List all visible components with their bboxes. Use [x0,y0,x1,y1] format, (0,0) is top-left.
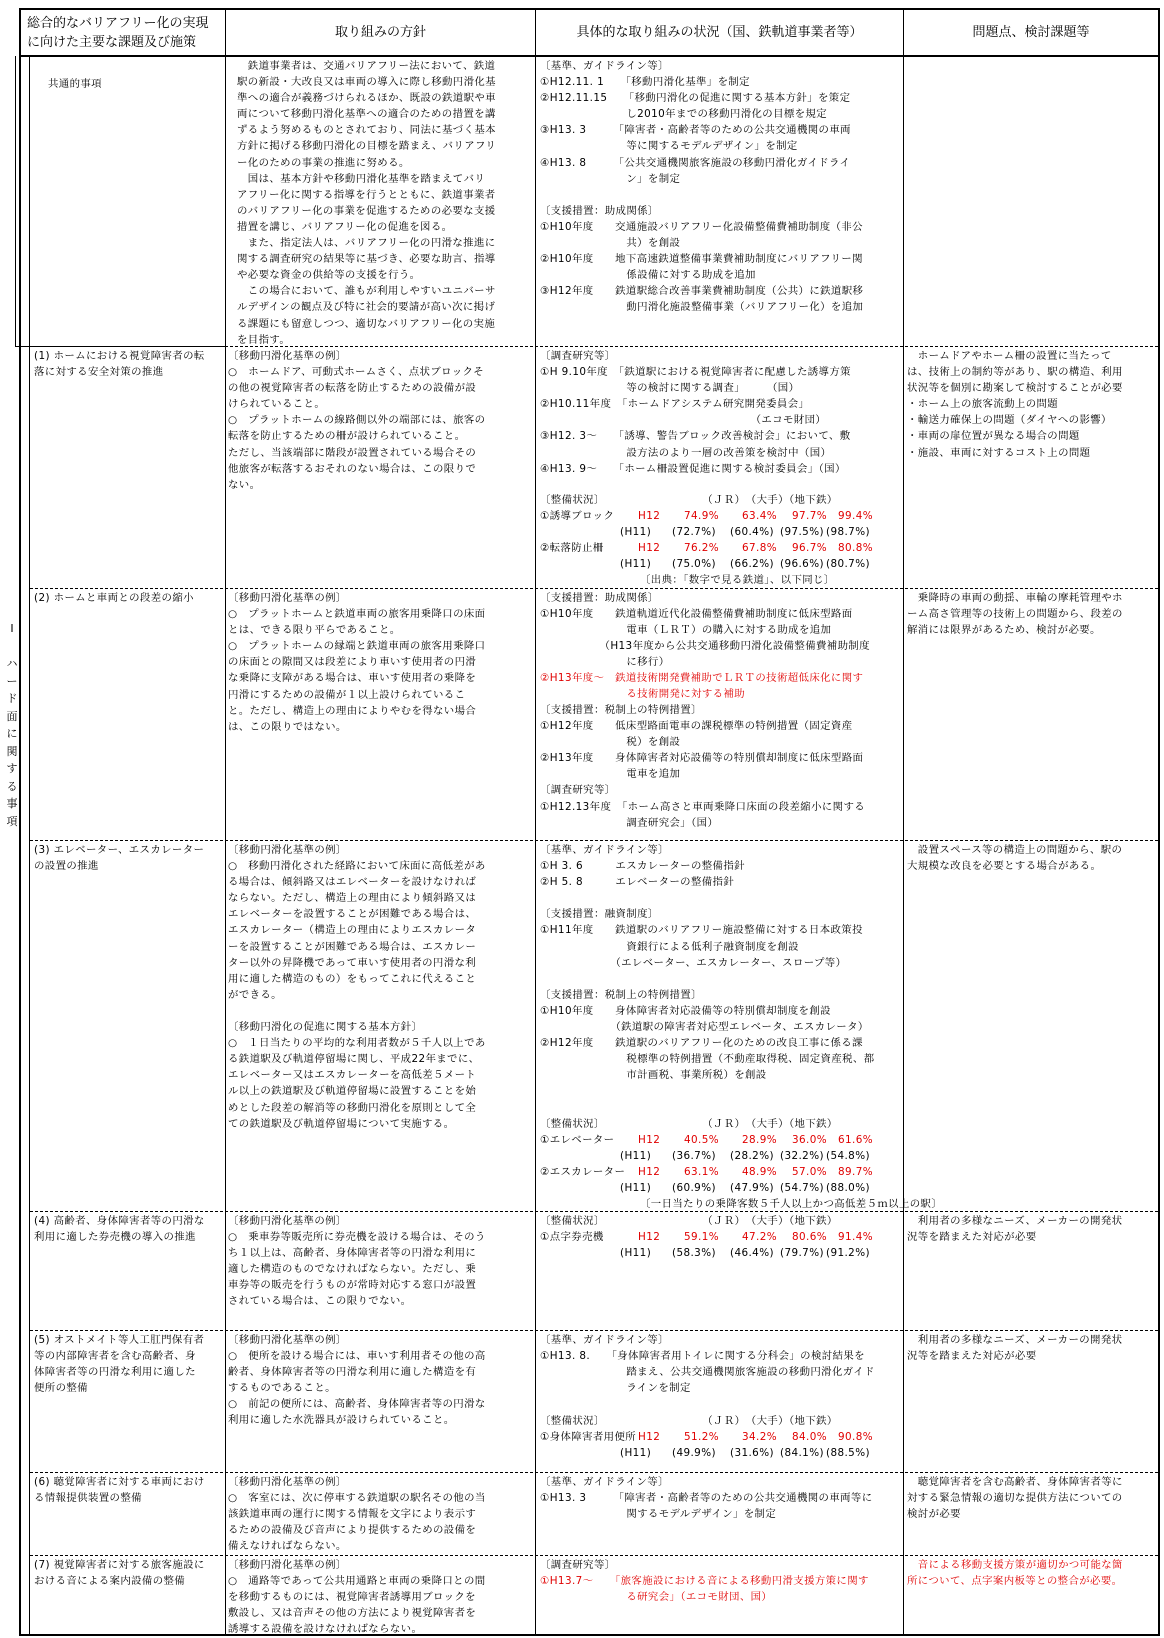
stats-prev-value: (47.9%) [730,1182,774,1194]
stats-value: 84.0% [792,1431,828,1443]
section-column-line [29,56,30,1636]
stats-value: 96.7% [792,542,828,554]
row-status-2a: 〔支援措置：助成関係〕 ①H10年度 鉄道軌道近代化設備整備費補助制度に低床型路面 電車（ＬＲＴ）の購入に対する助成を追加 （H13年度から公共交通移動円滑化設備整備費補助制度 に移行） [540,592,870,669]
stats-table-3 [540,1116,943,1210]
stats-header: 〔整備状況〕 （ＪＲ） （大手）（地下鉄） [540,1118,838,1130]
row-title-common: 共通的事項 [48,78,102,90]
stats-prev-year: (H11) [620,558,652,570]
row-title-3: (3) エレベーター、エスカレーター の設置の推進 [34,844,205,873]
row-separator [30,1555,1158,1556]
common-row-left-line [15,56,16,346]
row-issues-3: 設置スペース等の構造上の問題から、駅の 大規模な改良を必要とする場合がある。 [907,844,1123,873]
section-label-char: に [6,727,18,740]
row-issues-1: ホームドアやホーム柵の設置に当たって は、技術上の制約等があり、駅の構造、利用 状況等を個別に勘案して検討することが必要 ・ホーム上の旅客流動上の問題 ・輸送力確保上の問題（ダイヤへの影響） ・車両の扉位置が異なる場合の問題 ・施設、車両に対するコスト上の問題 [907,350,1123,459]
row-status-3: 〔基準、ガイドライン等〕 ①H 3. 6 エスカレーターの整備指針 ②H 5. 8 エレベーターの整備指針 〔支援措置：融資制度〕 ①H11年度 鉄道駅のバリアフリー施設整備に対する日本政策投 資銀行による低利子融資制度を創設 （エレベーター、エスカレーター、スロープ等） 〔支援措置：税制上の特例措置〕 ①H10年度 身体障害者対応設備等の特別償却制度を創設 （鉄道駅の障害者対応型エレベータ、エスカレータ） ②H12年度 鉄道駅のバリアフリー化のための改良工事に係る課 税標準の特例措置（不動産取得税、固定資産税、都 市計画税、事業所税）を創設 [540,844,875,1082]
column-line-2 [535,8,536,1636]
stats-prev-value: (97.5%) [780,526,824,538]
stats-value: 90.8% [838,1431,874,1443]
stats-row-label: ②エスカレーター [540,1166,626,1178]
row-status-1: 〔調査研究等〕 ①H 9.10年度 「鉄道駅における視覚障害者に配慮した誘導方策 等の検討に関する調査」 （国） ②H10.11年度 「ホームドアシステム研究開発委員会」 （エコモ財団） ③H12. 3～ 「誘導、警告ブロック改善検討会」において、敷 設方法のより一層の改善策を検討中（国） ④H13. 9～ 「ホーム柵設置促進に関する検討委員会」（国） [540,350,851,475]
stats-prev-value: (46.4%) [730,1247,774,1259]
section-label [4,620,20,830]
stats-prev-value: (54.8%) [826,1150,870,1162]
stats-note: 〔一日当たりの乗降客数５千人以上かつ高低差５ｍ以上の駅〕 [640,1198,943,1210]
row-issues-6: 聴覚障害者を含む高齢者、身体障害者等に 対する緊急情報の適切な提供方法についての 検討が必要 [907,1476,1123,1521]
stats-note: 〔出典：「数字で見る鉄道」、以下同じ〕 [640,574,835,586]
row-policy-4: 〔移動円滑化基準の例〕 ○ 乗車券等販売所に券売機を設ける場合は、そのう ち１以上は、高齢者、身体障害者等の円滑な利用に 適した構造のものでなければならない。ただし、乗 車券等の販売を行うものが常時対応する窓口が設置 されている場合は、この限りでない。 [228,1215,486,1308]
stats-prev-value: (72.7%) [672,526,716,538]
stats-prev-value: (96.6%) [780,558,824,570]
header-bottom-line [19,55,1160,57]
row-title-5: (5) オストメイト等人工肛門保有者 等の内部障害者を含む高齢者、身 体障害者等の円滑な利用に適した 便所の整備 [34,1334,205,1395]
section-label-char: ド [6,692,18,705]
stats-value: 28.9% [742,1134,778,1146]
row-issues-5: 利用者の多様なニーズ、メーカーの開発状 況等を踏まえた対応が必要 [907,1334,1123,1363]
stats-value: 99.4% [838,510,874,522]
row-status-7-red: ①H13.7～ 「旅客施設における音による移動円滑支援方策に関す る研究会」（エコモ財団、国） [540,1575,869,1604]
stats-row-label: ①身体障害者用便所 [540,1431,637,1443]
section-label-char [4,638,20,656]
stats-prev-value: (28.2%) [730,1150,774,1162]
stats-row-label: ①点字券売機 [540,1231,604,1243]
stats-value: 40.5% [684,1134,720,1146]
stats-prev-value: (31.6%) [730,1447,774,1459]
section-label-char: 関 [6,744,18,758]
stats-value: 57.0% [792,1166,828,1178]
row-policy-1: 〔移動円滑化基準の例〕 ○ ホームドア、可動式ホームさく、点状ブロックそ の他の視覚障害者の転落を防止するための設備が設 けられていること。 ○ プラットホームの線路側以外の端部には、旅客の 転落を防止するための柵が設けられていること。 ただし、当該端部に階段が設置されている場合その 他旅客が転落するおそれのない場合は、この限りで ない。 [228,350,486,491]
row-separator [30,346,1158,347]
header-col4: 問題点、検討課題等 [972,25,1090,40]
row-policy-5: 〔移動円滑化基準の例〕 ○ 便所を設ける場合には、車いす利用者その他の高 齢者、身体障害者等の円滑な利用に適した構造を有 するものであること。 ○ 前記の便所には、高齢者、身体障害者等の円滑な 利用に適した水洗器具が設けられていること。 [228,1334,486,1427]
stats-value: 63.4% [742,510,778,522]
stats-prev-value: (58.3%) [672,1247,716,1259]
row-title-2: (2) ホームと車両との段差の縮小 [34,592,194,604]
stats-value: 80.6% [792,1231,828,1243]
row-title-7: (7) 視覚障害者に対する旅客施設に おける音による案内設備の整備 [34,1559,205,1588]
stats-value: 80.8% [838,542,874,554]
stats-prev-value: (49.9%) [672,1447,716,1459]
row-issues-4: 利用者の多様なニーズ、メーカーの開発状 況等を踏まえた対応が必要 [907,1215,1123,1244]
stats-prev-year: (H11) [620,1447,652,1459]
stats-value: 76.2% [684,542,720,554]
stats-year: H12 [638,510,661,522]
stats-prev-value: (91.2%) [826,1247,870,1259]
stats-header: 〔整備状況〕 （ＪＲ） （大手）（地下鉄） [540,494,838,506]
stats-value: 97.7% [792,510,828,522]
row-status-2-red: ②H13年度～ 鉄道技術開発費補助でＬＲＴの技術超低床化に関す る技術開発に対する補助 [540,672,864,701]
column-line-1 [225,8,226,1636]
row-policy-7: 〔移動円滑化基準の例〕 ○ 通路等であって公共用通路と車両の乗降口との間 を移動するものには、視覚障害者誘導用ブロックを 敷設し、又は音声その他の方法により視覚障害者を 誘導する設備を設けなければならない。 [228,1559,486,1636]
section-label-char: 事 [6,797,18,810]
stats-prev-value: (88.0%) [826,1182,870,1194]
stats-header: 〔整備状況〕 （ＪＲ） （大手）（地下鉄） [540,1415,838,1427]
stats-year: H12 [638,1231,661,1243]
stats-value: 48.9% [742,1166,778,1178]
row-issues-7: 音による移動支援方策が適切かつ可能な箇 所について、点字案内板等との整合が必要。 [907,1559,1123,1588]
stats-prev-year: (H11) [620,1247,652,1259]
stats-year: H12 [638,1134,661,1146]
stats-value: 59.1% [684,1231,720,1243]
stats-year: H12 [638,1431,661,1443]
stats-value: 34.2% [742,1431,778,1443]
row-issues-2: 乗降時の車両の動揺、車輪の摩耗管理やホ ーム高さ管理等の技術上の問題から、段差の 解消には限界があるため、検討が必要。 [907,592,1123,637]
row-separator [30,588,1158,589]
stats-year: H12 [638,1166,661,1178]
section-label-char: す [6,762,18,775]
stats-row-label: ①誘導ブロック [540,510,615,522]
section-label-char: ー [6,674,18,688]
header-col2: 取り組みの方針 [334,25,426,40]
stats-value: 63.1% [684,1166,720,1178]
section-label-char: 項 [6,814,18,828]
stats-prev-value: (32.2%) [780,1150,824,1162]
stats-prev-year: (H11) [620,1182,652,1194]
stats-prev-value: (88.5%) [826,1447,870,1459]
row-policy-6: 〔移動円滑化基準の例〕 ○ 客室には、次に停車する鉄道駅の駅名その他の当 該鉄道車両の運行に関する情報を文字により表示す るための設備及び音声により提供するための設備を 備えなければならない。 [228,1476,486,1553]
stats-header: 〔整備状況〕 （ＪＲ） （大手）（地下鉄） [540,1215,838,1227]
stats-value: 36.0% [792,1134,828,1146]
row-title-6: (6) 聴覚障害者に対する車両におけ る情報提供装置の整備 [34,1476,205,1505]
header-col1: 総合的なバリアフリー化の実現 に向けた主要な課題及び施策 [27,15,209,50]
stats-prev-value: (98.7%) [826,526,870,538]
row-status-6: 〔基準、ガイドライン等〕 ①H13. 3 「障害者・高齢者等のための公共交通機関の車両等に 関するモデルデザイン」を制定 [540,1476,873,1521]
section-label-char: る [6,779,18,793]
row-status-common: 〔基準、ガイドライン等〕 ①H12.11. 1 「移動円滑化基準」を制定 ②H12.11.15 「移動円滑化の促進に関する基本方針」を策定 し2010年までの移動円滑化の目標を規定 ③H13. 3 「障害者・高齢者等のための公共交通機関の車両 等に関するモデルデザイン」を制定 ④H13. 8 「公共交通機関旅客施設の移動円滑化ガイドライ ン」を制定 〔支援措置：助成関係〕 ①H10年度 交通施設バリアフリー化設備整備費補助制度（非公 共）を創設 ②H10年度 地下高速鉄道整備事業費補助制度にバリアフリー関 係設備に対する助成を追加 ③H12年度 鉄道駅総合改善事業費補助制度（公共）に鉄道駅移 動円滑化施設整備事業（バリアフリー化）を追加 [540,60,864,314]
stats-value: 74.9% [684,510,720,522]
row-separator [30,840,1158,841]
stats-prev-value: (80.7%) [826,558,870,570]
stats-value: 47.2% [742,1231,778,1243]
section-label-char: Ⅰ [10,622,14,635]
row-status-5: 〔基準、ガイドライン等〕 ①H13. 8. 「身体障害者用トイレに関する分科会」の検討結果を 踏まえ、公共交通機関旅客施設の移動円滑化ガイド ラインを制定 [540,1334,875,1395]
stats-prev-year: (H11) [620,526,652,538]
row-status-7a: 〔調査研究等〕 [540,1559,616,1571]
stats-table-4 [540,1213,902,1273]
stats-prev-value: (60.9%) [672,1182,716,1194]
stats-prev-value: (79.7%) [780,1247,824,1259]
stats-value: 89.7% [838,1166,874,1178]
row-separator [30,1211,1158,1212]
stats-table-1 [540,492,902,588]
section-label-char: ハ [6,657,18,670]
row-status-2b: 〔支援措置：税制上の特例措置〕 ①H12年度 低床型路面電車の課税標準の特例措置（固定資産 税）を創設 ②H13年度 身体障害者対応設備等の特別償却制度に低床型路面 電車を追加 〔調査研究等〕 ①H12.13年度 「ホーム高さと車両乗降口床面の段差縮小に関する 調査研究会」（国） [540,704,866,829]
row-separator [30,1330,1158,1331]
row-title-4: (4) 高齢者、身体障害者等の円滑な 利用に適した券売機の導入の推進 [34,1215,205,1244]
stats-table-5 [540,1413,902,1471]
row-separator [30,1472,1158,1473]
border-bottom [19,1634,1160,1636]
row-title-1: (1) ホームにおける視覚障害者の転 落に対する安全対策の推進 [34,350,205,379]
row-policy-2: 〔移動円滑化基準の例〕 ○ プラットホームと鉄道車両の旅客用乗降口の床面 とは、できる限り平らであること。 ○ プラットホームの縁端と鉄道車両の旅客用乗降口 の床面との隙間又は段差により車いす使用者の円滑 な乗降に支障がある場合は、車いす使用者の乗降を 円滑にするための設備が１以上設けられているこ と。ただし、構造上の理由によりやむを得ない場合 は、この限りではない。 [228,592,486,733]
section-label-char: 面 [6,709,18,723]
stats-value: 51.2% [684,1431,720,1443]
stats-prev-value: (75.0%) [672,558,716,570]
stats-prev-year: (H11) [620,1150,652,1162]
stats-value: 67.8% [742,542,778,554]
stats-prev-value: (84.1%) [780,1447,824,1459]
stats-row-label: ②転落防止柵 [540,542,604,554]
stats-prev-value: (66.2%) [730,558,774,570]
stats-row-label: ①エレベーター [540,1134,615,1146]
stats-prev-value: (60.4%) [730,526,774,538]
stats-prev-value: (54.7%) [780,1182,824,1194]
column-line-3 [903,8,904,1636]
stats-year: H12 [638,542,661,554]
border-right [1158,8,1160,1636]
row-policy-3: 〔移動円滑化基準の例〕 ○ 移動円滑化された経路において床面に高低差があ る場合は、傾斜路又はエレベーターを設けなければ ならない。ただし、構造上の理由により傾斜路又は エレベーターを設置することが困難である場合は、 エスカレーター（構造上の理由によりエスカレータ ーを設置することが困難である場合は、エスカレー ター以外の昇降機であって車いす使用者の円滑な利 用に適した構造のもの）をもってこれに代えること ができる。 〔移動円滑化の促進に関する基本方針〕 ○ １日当たりの平均的な利用者数が５千人以上であ る鉄道駅及び軌道停留場に関し、平成22年までに、 エレベーター又はエスカレーターを高低差５メート ル以上の鉄道駅及び軌道停留場に設置することを始 めとした段差の解消等の移動円滑化を原則として全 ての鉄道駅及び軌道停留場について実施する。 [228,844,486,1130]
stats-value: 91.4% [838,1231,874,1243]
row-policy-common: 鉄道事業者は、交通バリアフリー法において、鉄道 駅の新設・大改良又は車両の導入に際し移動円滑化基 準への適合が義務づけられるほか、既設の鉄道駅や車 両について移動円滑化基準への適合のための措置を講 ずるよう努めるものとされており、同法に基づく基本 方針に掲げる移動円滑化の目標を踏まえ、バリアフリ ー化のための事業の推進に努める。 国は、基本方針や移動円滑化基準を踏まえてバリ アフリー化に関する指導を行うとともに、鉄道事業者 のバリアフリー化の事業を促進するための必要な支援 措置を講じ、バリアフリー化の促進を図る。 また、指定法人は、バリアフリー化の円滑な推進に 関する調査研究の結果等に基づき、必要な助言、指導 や必要な資金の供給等の支援を行う。 この場合において、誰もが利用しやすいユニバーサ ルデザインの観点及び特に社会的要請が高い次に掲げ る課題にも留意しつつ、適切なバリアフリー化の実施 を目指す。 [237,60,497,346]
header-col3: 具体的な取り組みの状況（国、鉄軌道事業者等） [576,25,863,40]
stats-prev-value: (36.7%) [672,1150,716,1162]
stats-value: 61.6% [838,1134,874,1146]
